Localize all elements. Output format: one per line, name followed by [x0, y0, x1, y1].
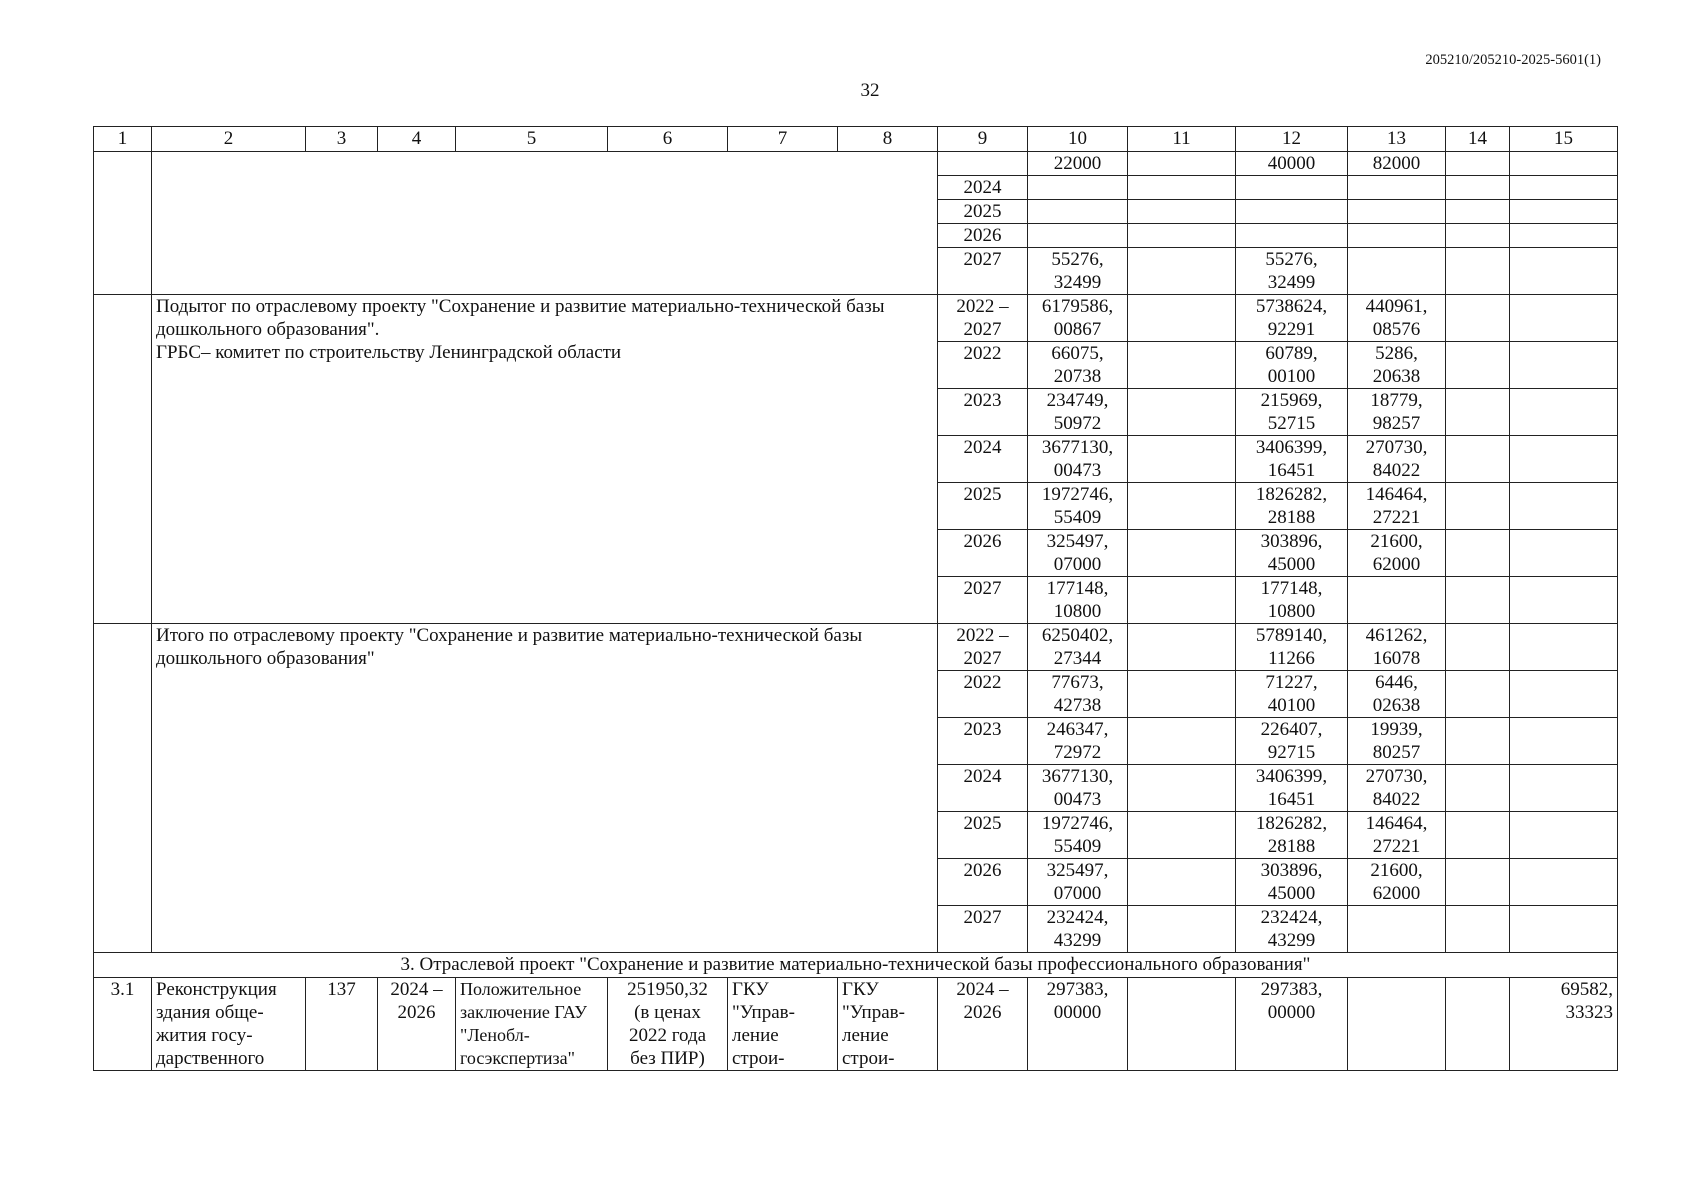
- year-cell: 2024: [938, 436, 1028, 483]
- col-14-value: [1446, 152, 1510, 176]
- row-3-1-c10: 297383, 00000: [1028, 978, 1128, 1071]
- col-10-value: 246347, 72972: [1028, 718, 1128, 765]
- col-13-value: 270730, 84022: [1348, 436, 1446, 483]
- col-15-value: [1510, 577, 1618, 624]
- row-3-1-c14: [1446, 978, 1510, 1071]
- col-13-value: 6446, 02638: [1348, 671, 1446, 718]
- column-number-3: 3: [306, 127, 378, 152]
- year-cell: 2022 – 2027: [938, 295, 1028, 342]
- col-13-value: 5286, 20638: [1348, 342, 1446, 389]
- col-12-value: 3406399, 16451: [1236, 436, 1348, 483]
- col-12-value: 5789140, 11266: [1236, 624, 1348, 671]
- year-cell: 2024: [938, 176, 1028, 200]
- col-10-value: 6179586, 00867: [1028, 295, 1128, 342]
- col-11-value: [1128, 765, 1236, 812]
- col-15-value: [1510, 224, 1618, 248]
- col-12-value: 1826282, 28188: [1236, 483, 1348, 530]
- row-3-1-c7: ГКУ "Управ- ление строи-: [728, 978, 838, 1071]
- year-cell: 2026: [938, 859, 1028, 906]
- col-15-value: [1510, 200, 1618, 224]
- col-10-value: 232424, 43299: [1028, 906, 1128, 953]
- col-12-value: 303896, 45000: [1236, 530, 1348, 577]
- col-10-value: 325497, 07000: [1028, 859, 1128, 906]
- col-12-value: 226407, 92715: [1236, 718, 1348, 765]
- col-13-value: [1348, 248, 1446, 295]
- col-12-value: 55276, 32499: [1236, 248, 1348, 295]
- col-12-value: 177148, 10800: [1236, 577, 1348, 624]
- section-3-title: 3. Отраслевой проект "Сохранение и развитие материально-технической базы профессионального образования": [94, 953, 1618, 978]
- year-cell: 2027: [938, 248, 1028, 295]
- col-14-value: [1446, 224, 1510, 248]
- column-number-row: [94, 127, 1618, 152]
- col-10-value: 66075, 20738: [1028, 342, 1128, 389]
- col-11-value: [1128, 577, 1236, 624]
- col-13-value: 146464, 27221: [1348, 812, 1446, 859]
- col-12-value: [1236, 200, 1348, 224]
- col-13-value: [1348, 200, 1446, 224]
- column-number-9: 9: [938, 127, 1028, 152]
- col-15-value: [1510, 342, 1618, 389]
- col-13-value: 82000: [1348, 152, 1446, 176]
- total-block: [94, 624, 1618, 953]
- col-14-value: [1446, 530, 1510, 577]
- year-cell: 2025: [938, 812, 1028, 859]
- year-cell: 2022: [938, 342, 1028, 389]
- col-11-value: [1128, 483, 1236, 530]
- col-11-value: [1128, 859, 1236, 906]
- block1-c1: [94, 152, 152, 295]
- col-10-value: 3677130, 00473: [1028, 436, 1128, 483]
- col-15-value: [1510, 248, 1618, 295]
- col-15-value: [1510, 152, 1618, 176]
- col-12-value: 5738624, 92291: [1236, 295, 1348, 342]
- column-number-10: 10: [1028, 127, 1128, 152]
- col-12-value: 303896, 45000: [1236, 859, 1348, 906]
- col-10-value: 77673, 42738: [1028, 671, 1128, 718]
- col-14-value: [1446, 671, 1510, 718]
- col-15-value: [1510, 906, 1618, 953]
- year-cell: 2023: [938, 718, 1028, 765]
- row-3-1: [94, 978, 1618, 1071]
- col-15-value: [1510, 295, 1618, 342]
- row-3-1-c15: 69582, 33323: [1510, 978, 1618, 1071]
- year-cell: [938, 152, 1028, 176]
- column-number-7: 7: [728, 127, 838, 152]
- col-12-value: 60789, 00100: [1236, 342, 1348, 389]
- row-3-1-c8: ГКУ "Управ- ление строи-: [838, 978, 938, 1071]
- section-3-header-row: [94, 953, 1618, 978]
- column-number-14: 14: [1446, 127, 1510, 152]
- year-cell: 2024: [938, 765, 1028, 812]
- col-11-value: [1128, 624, 1236, 671]
- col-10-value: 22000: [1028, 152, 1128, 176]
- col-10-value: 325497, 07000: [1028, 530, 1128, 577]
- col-10-value: [1028, 176, 1128, 200]
- col-10-value: [1028, 200, 1128, 224]
- year-cell: 2023: [938, 389, 1028, 436]
- subtotal-c1: [94, 295, 152, 624]
- col-14-value: [1446, 176, 1510, 200]
- year-cell: 2025: [938, 200, 1028, 224]
- col-15-value: [1510, 859, 1618, 906]
- col-10-value: 55276, 32499: [1028, 248, 1128, 295]
- column-number-11: 11: [1128, 127, 1236, 152]
- col-14-value: [1446, 765, 1510, 812]
- year-cell: 2022: [938, 671, 1028, 718]
- col-14-value: [1446, 200, 1510, 224]
- col-15-value: [1510, 812, 1618, 859]
- col-12-value: [1236, 176, 1348, 200]
- col-11-value: [1128, 389, 1236, 436]
- col-12-value: 232424, 43299: [1236, 906, 1348, 953]
- row-3-1-c9: 2024 – 2026: [938, 978, 1028, 1071]
- total-description: Итого по отраслевому проекту "Сохранение и развитие материально-технической базы дошкольного образования": [152, 624, 938, 953]
- col-11-value: [1128, 906, 1236, 953]
- row-3-1-c13: [1348, 978, 1446, 1071]
- total-c1: [94, 624, 152, 953]
- table-row: [94, 295, 1618, 342]
- column-number-13: 13: [1348, 127, 1446, 152]
- col-13-value: 21600, 62000: [1348, 859, 1446, 906]
- col-10-value: [1028, 224, 1128, 248]
- column-number-1: 1: [94, 127, 152, 152]
- col-14-value: [1446, 389, 1510, 436]
- row-3-1-c2: Реконструкция здания обще- жития госу- дарственного: [152, 978, 306, 1071]
- col-11-value: [1128, 812, 1236, 859]
- col-13-value: [1348, 176, 1446, 200]
- year-cell: 2027: [938, 577, 1028, 624]
- col-14-value: [1446, 718, 1510, 765]
- table-row: [94, 152, 1618, 176]
- col-12-value: 71227, 40100: [1236, 671, 1348, 718]
- col-10-value: 1972746, 55409: [1028, 483, 1128, 530]
- col-11-value: [1128, 200, 1236, 224]
- col-13-value: 146464, 27221: [1348, 483, 1446, 530]
- col-12-value: 40000: [1236, 152, 1348, 176]
- col-15-value: [1510, 530, 1618, 577]
- col-15-value: [1510, 389, 1618, 436]
- col-12-value: 3406399, 16451: [1236, 765, 1348, 812]
- col-12-value: 215969, 52715: [1236, 389, 1348, 436]
- col-10-value: 1972746, 55409: [1028, 812, 1128, 859]
- col-15-value: [1510, 176, 1618, 200]
- col-13-value: 270730, 84022: [1348, 765, 1446, 812]
- column-number-6: 6: [608, 127, 728, 152]
- page-number: 32: [860, 80, 880, 101]
- col-14-value: [1446, 577, 1510, 624]
- col-11-value: [1128, 224, 1236, 248]
- column-number-5: 5: [456, 127, 608, 152]
- col-12-value: 1826282, 28188: [1236, 812, 1348, 859]
- row-3-1-c5: Положительное заключение ГАУ "Ленобл- госэкспертиза": [456, 978, 608, 1071]
- col-15-value: [1510, 671, 1618, 718]
- col-14-value: [1446, 812, 1510, 859]
- row-3-1-c11: [1128, 978, 1236, 1071]
- col-10-value: 177148, 10800: [1028, 577, 1128, 624]
- col-14-value: [1446, 906, 1510, 953]
- col-11-value: [1128, 718, 1236, 765]
- col-13-value: 21600, 62000: [1348, 530, 1446, 577]
- col-11-value: [1128, 671, 1236, 718]
- col-14-value: [1446, 483, 1510, 530]
- row-3-1-c4: 2024 – 2026: [378, 978, 456, 1071]
- subtotal-block: [94, 295, 1618, 624]
- table-row: [94, 624, 1618, 671]
- continuation-block: [94, 152, 1618, 295]
- col-11-value: [1128, 530, 1236, 577]
- col-11-value: [1128, 176, 1236, 200]
- col-11-value: [1128, 342, 1236, 389]
- year-cell: 2026: [938, 530, 1028, 577]
- col-15-value: [1510, 624, 1618, 671]
- col-15-value: [1510, 483, 1618, 530]
- col-15-value: [1510, 436, 1618, 483]
- col-11-value: [1128, 152, 1236, 176]
- subtotal-description: Подытог по отраслевому проекту "Сохранение и развитие материально-технической базы дошкольного образования". ГРБС– комитет по строительству Ленинградской области: [152, 295, 938, 624]
- column-number-2: 2: [152, 127, 306, 152]
- column-number-15: 15: [1510, 127, 1618, 152]
- col-14-value: [1446, 436, 1510, 483]
- col-14-value: [1446, 248, 1510, 295]
- column-number-8: 8: [838, 127, 938, 152]
- row-3-1-c6: 251950,32 (в ценах 2022 года без ПИР): [608, 978, 728, 1071]
- row-3-1-c1: 3.1: [94, 978, 152, 1071]
- col-11-value: [1128, 295, 1236, 342]
- col-13-value: 440961, 08576: [1348, 295, 1446, 342]
- column-number-12: 12: [1236, 127, 1348, 152]
- year-cell: 2025: [938, 483, 1028, 530]
- document-registration-number: 205210/205210-2025-5601(1): [1425, 52, 1601, 68]
- col-11-value: [1128, 248, 1236, 295]
- year-cell: 2026: [938, 224, 1028, 248]
- column-number-4: 4: [378, 127, 456, 152]
- col-10-value: 234749, 50972: [1028, 389, 1128, 436]
- row-3-1-c12: 297383, 00000: [1236, 978, 1348, 1071]
- col-10-value: 3677130, 00473: [1028, 765, 1128, 812]
- col-14-value: [1446, 859, 1510, 906]
- year-cell: 2027: [938, 906, 1028, 953]
- col-11-value: [1128, 436, 1236, 483]
- col-13-value: 19939, 80257: [1348, 718, 1446, 765]
- col-13-value: [1348, 906, 1446, 953]
- block1-description: [152, 152, 938, 295]
- col-14-value: [1446, 624, 1510, 671]
- year-cell: 2022 – 2027: [938, 624, 1028, 671]
- col-13-value: [1348, 224, 1446, 248]
- col-15-value: [1510, 765, 1618, 812]
- col-13-value: 18779, 98257: [1348, 389, 1446, 436]
- col-14-value: [1446, 342, 1510, 389]
- col-15-value: [1510, 718, 1618, 765]
- col-12-value: [1236, 224, 1348, 248]
- col-10-value: 6250402, 27344: [1028, 624, 1128, 671]
- row-3-1-c3: 137: [306, 978, 378, 1071]
- col-13-value: [1348, 577, 1446, 624]
- col-14-value: [1446, 295, 1510, 342]
- col-13-value: 461262, 16078: [1348, 624, 1446, 671]
- budget-table: [93, 126, 1618, 1071]
